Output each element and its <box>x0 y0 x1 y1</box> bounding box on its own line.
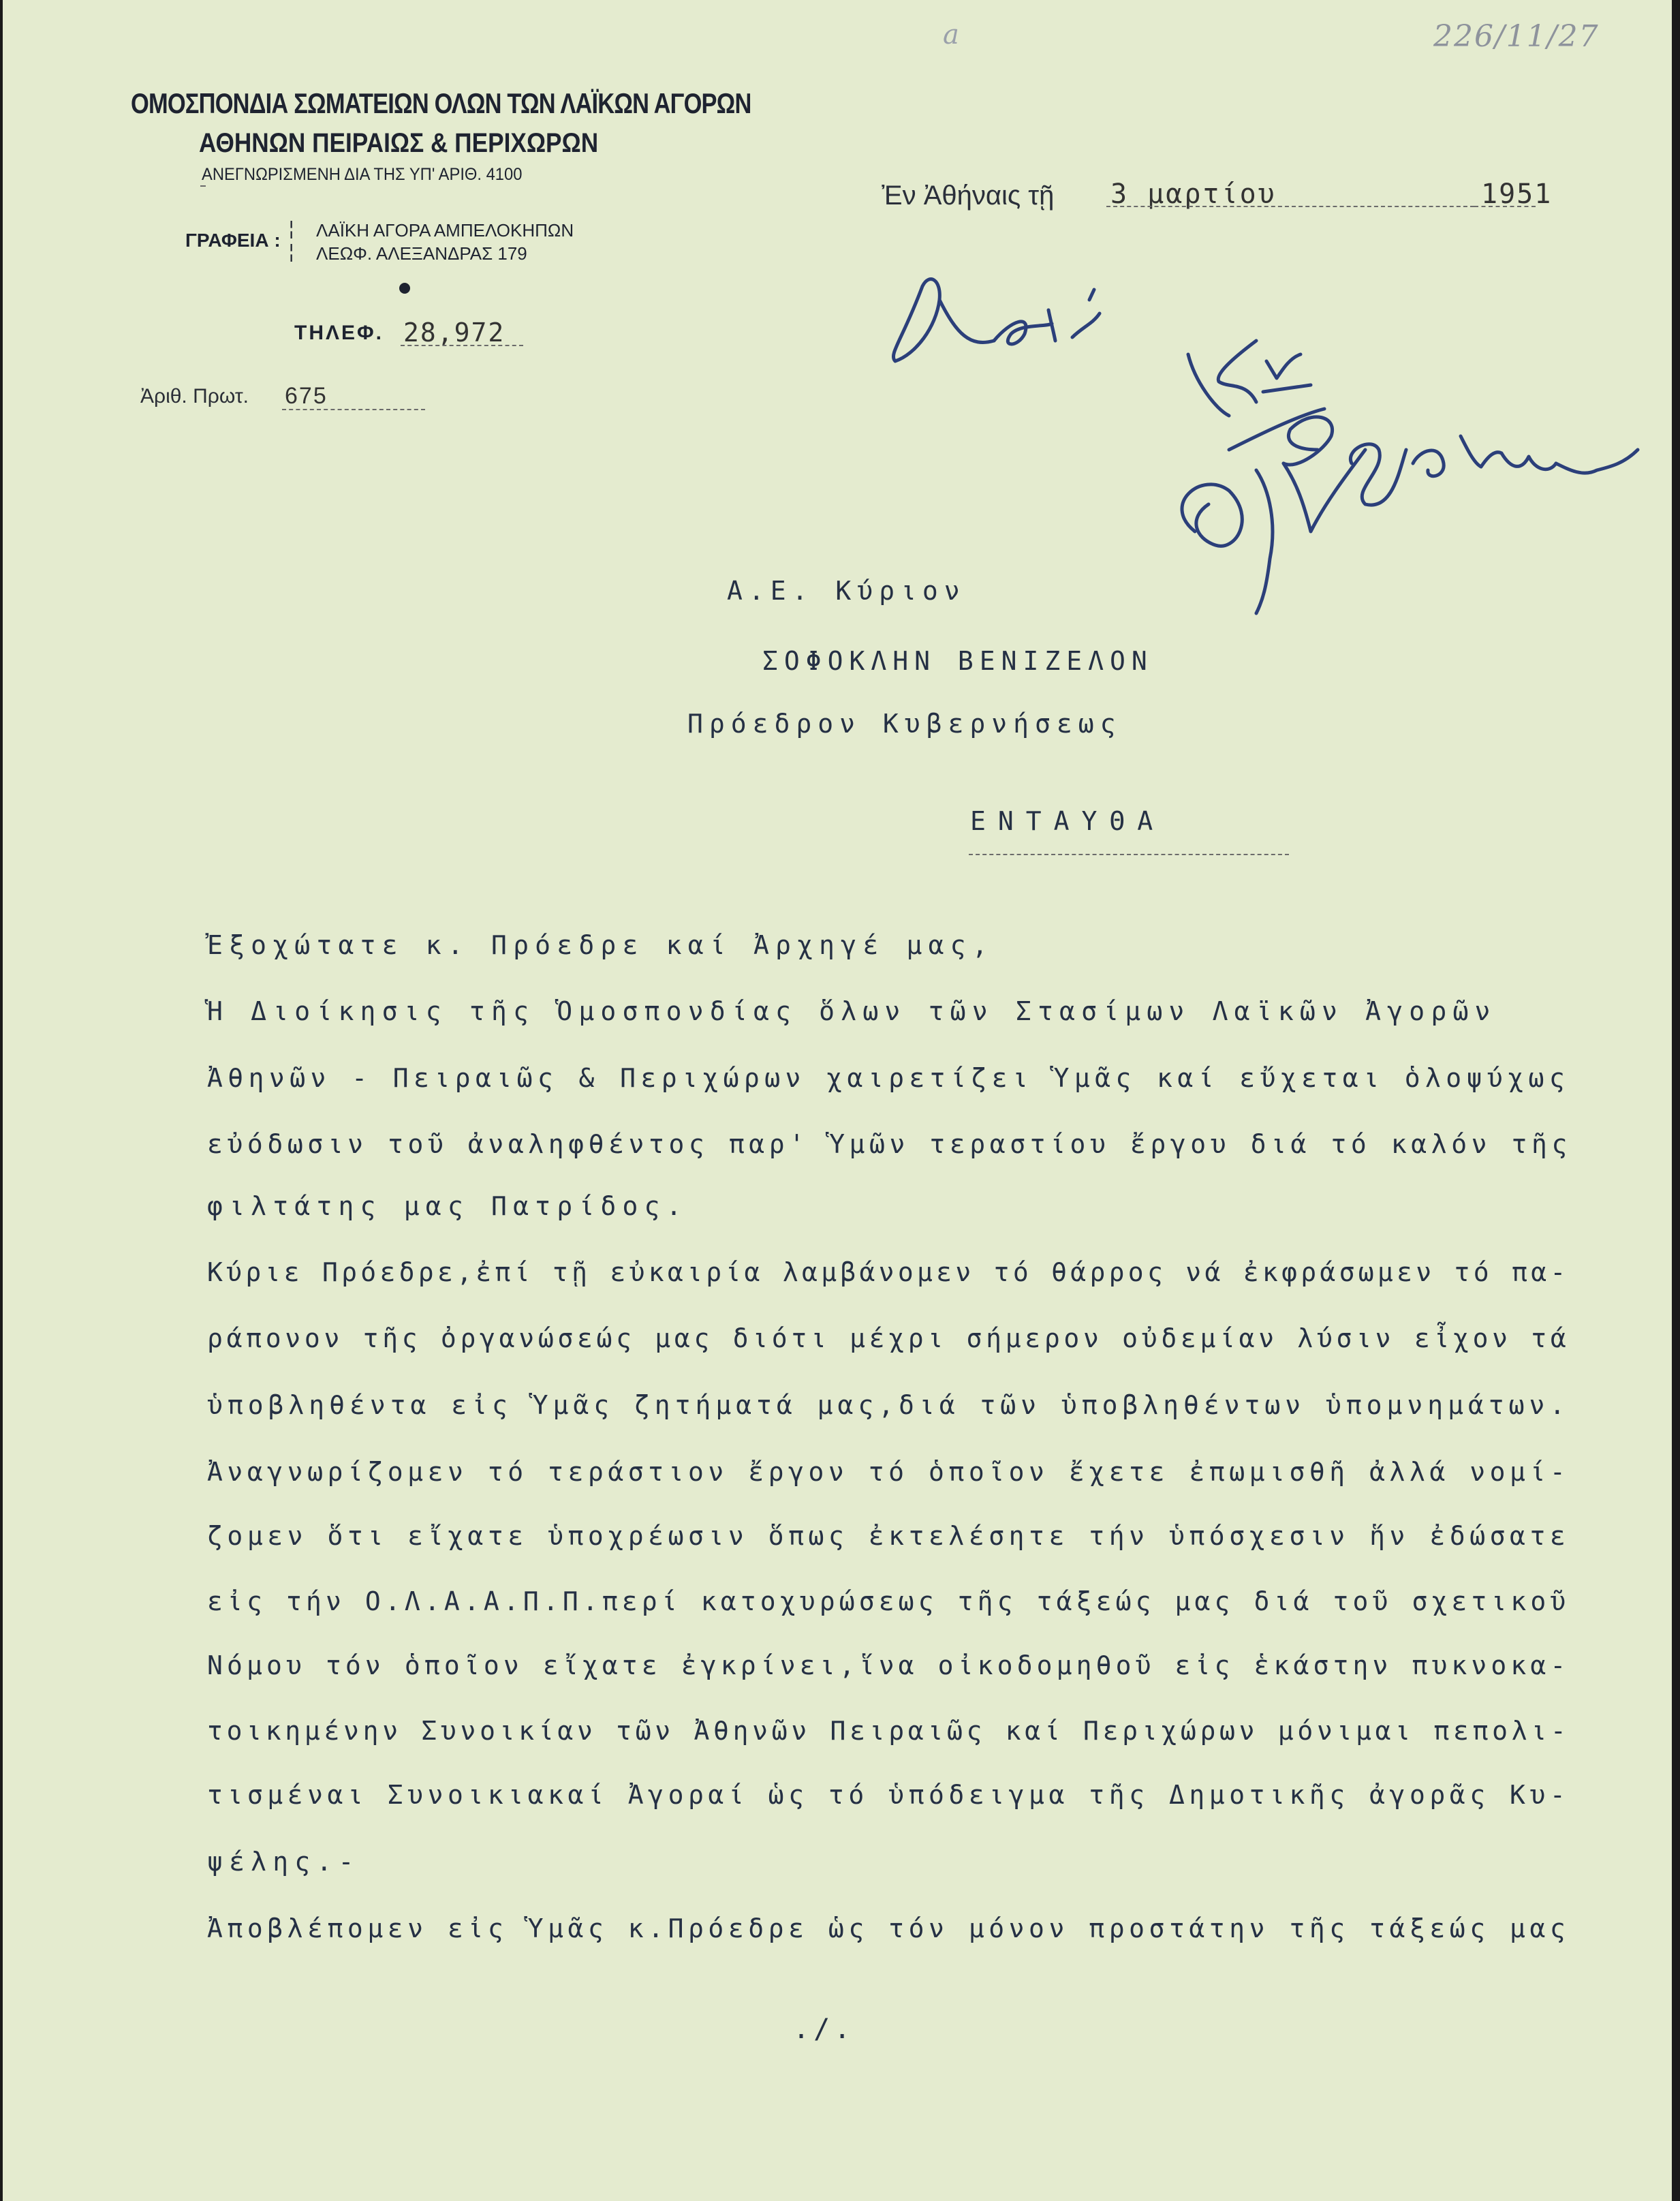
letterhead-subtitle: ΑΘΗΝΩΝ ΠΕΙΡΑΙΩΣ & ΠΕΡΙΧΩΡΩΝ <box>199 128 599 158</box>
body-line: τισμέναι Συνοικιακαί Ἀγοραί ὡς τό ὑπόδειγμα τῆς Δημοτικῆς ἀγορᾶς Κυ- <box>207 1780 1570 1810</box>
handwritten-signature <box>875 245 1651 627</box>
archive-file-number: 226/11/27 <box>1433 19 1600 54</box>
body-line: ράπονον τῆς ὀργανώσεώς μας διότι μέχρι σήμερον οὐδεμίαν λύσιν εἶχον τά <box>207 1323 1570 1353</box>
brace-icon: ¦ ¦ <box>289 217 294 262</box>
body-line: τοικημένην Συνοικίαν τῶν Ἀθηνῶν Πειραιῶς καί Περιχώρων μόνιμαι πεπολι- <box>207 1716 1570 1746</box>
body-line: ψέλης.- <box>207 1847 360 1877</box>
archive-mark: a <box>943 19 959 50</box>
protocol-label: Ἀριθ. Πρωτ. <box>140 385 249 407</box>
recipient-line-1: Α.Ε. Κύριον <box>727 576 966 606</box>
body-line: ὑποβληθέντα εἰς Ὑμᾶς ζητήματά μας,διά τῶν ὑποβληθέντων ὑπομνημάτων. <box>207 1390 1570 1420</box>
body-line: Ἀναγνωρίζομεν τό τεράστιον ἔργον τό ὁποῖον ἔχετε ἐπωμισθῆ ἀλλά νομί- <box>207 1457 1570 1487</box>
body-line: Κύριε Πρόεδρε,ἐπί τῇ εὐκαιρία λαμβάνομεν τό θάρρος νά ἐκφράσωμεν τό πα- <box>207 1257 1570 1287</box>
body-line: Ἡ Διοίκησις τῆς Ὁμοσπονδίας ὅλων τῶν Στασίμων Λαϊκῶν Ἀγορῶν <box>207 996 1497 1026</box>
letterhead-title: ΟΜΟΣΠΟΝΔΙΑ ΣΩΜΑΤΕΙΩΝ ΟΛΩΝ ΤΩΝ ΛΑΪΚΩΝ ΑΓΟΡΩΝ <box>131 87 751 119</box>
telephone-label: ΤΗΛΕΦ. <box>294 322 384 344</box>
body-line: Νόμου τόν ὁποῖον εἴχατε ἐγκρίνει,ἵνα οἰκοδομηθοῦ εἰς ἑκάστην πυκνοκα- <box>207 1650 1570 1680</box>
recipient-title: Πρόεδρον Κυβερνήσεως <box>687 709 1122 739</box>
body-line: εἰς τήν Ο.Λ.Α.Α.Π.Π.περί κατοχυρώσεως τῆς τάξεώς μας διά τοῦ σχετικοῦ <box>207 1586 1570 1616</box>
office-address-1: ΛΑΪΚΗ ΑΓΟΡΑ ΑΜΠΕΛΟΚΗΠΩΝ <box>316 220 574 241</box>
protocol-number: 675 <box>285 383 328 409</box>
body-line: Ἀθηνῶν - Πειραιῶς & Περιχώρων χαιρετίζει Ὑμᾶς καί εὔχεται ὁλοψύχως <box>207 1063 1570 1093</box>
body-line: εὐόδωσιν τοῦ ἀναληφθέντος παρ' Ὑμῶν τεραστίου ἔργου διά τό καλόν τῆς <box>207 1129 1572 1159</box>
body-line: ζομεν ὅτι εἴχατε ὑποχρέωσιν ὅπως ἐκτελέσητε τήν ὑπόσχεσιν ἥν ἐδώσατε <box>207 1521 1570 1551</box>
offices-label: ΓΡΑΦΕΙΑ : <box>185 230 281 251</box>
office-address-2: ΛΕΩΦ. ΑΛΕΞΑΝΔΡΑΣ 179 <box>316 243 527 264</box>
date-prefix: Ἐν Ἀθήναις τῇ <box>882 181 1055 211</box>
body-line: Ἐξοχώτατε κ. Πρόεδρε καί Ἀρχηγέ μας, <box>207 930 994 960</box>
recipient-name: ΣΟΦΟΚΛΗΝ ΒΕΝΙΖΕΛΟΝ <box>762 646 1153 676</box>
bullet-dot <box>399 283 410 294</box>
letterhead-recognition: ΑΝΕΓΝΩΡΙΣΜΕΝΗ ΔΙΑ ΤΗΣ ΥΠ' ΑΡΙΘ. 4100 <box>202 165 523 184</box>
body-line: Ἀποβλέπομεν εἰς Ὑμᾶς κ.Πρόεδρε ὡς τόν μόνον προστάτην τῆς τάξεώς μας <box>207 1913 1570 1943</box>
telephone-number: 28,972 <box>403 318 505 348</box>
document-page <box>3 0 1672 2201</box>
heading-entautha: ΕΝΤΑΥΘΑ <box>970 806 1166 836</box>
date-day-month: 3 μαρτίου <box>1110 179 1277 210</box>
date-year: 1951 <box>1481 179 1553 210</box>
page-marker: ./. <box>793 2014 855 2045</box>
body-line: φιλτάτης μας Πατρίδος. <box>207 1191 688 1221</box>
